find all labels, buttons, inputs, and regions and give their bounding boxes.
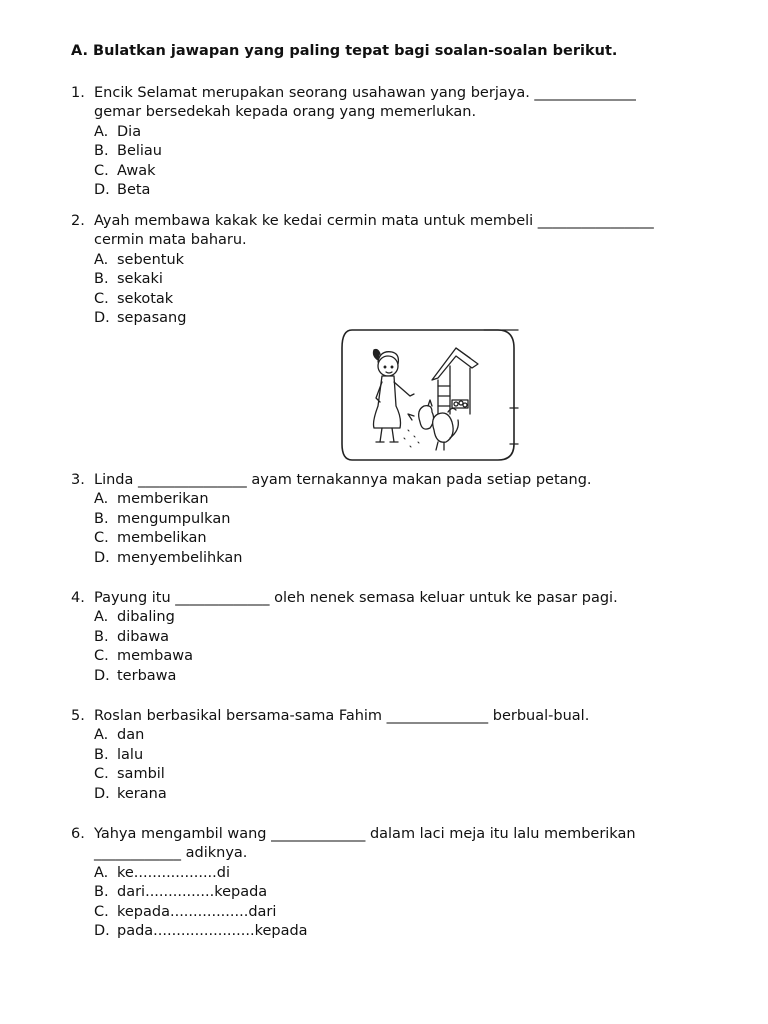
option-text: dan bbox=[117, 727, 145, 744]
option-letter: C. bbox=[94, 903, 109, 920]
option-letter: B. bbox=[94, 628, 109, 645]
option-d[interactable] bbox=[94, 785, 721, 804]
option-text: dibawa bbox=[117, 628, 170, 645]
options-list bbox=[94, 123, 721, 201]
options-list bbox=[94, 726, 721, 804]
option-a[interactable] bbox=[94, 490, 721, 509]
option-text: membawa bbox=[117, 648, 194, 665]
option-text: mengumpulkan bbox=[117, 510, 231, 527]
question-stem bbox=[71, 825, 721, 864]
option-letter: A. bbox=[94, 491, 109, 508]
option-text: kerana bbox=[117, 785, 167, 802]
option-c[interactable] bbox=[94, 529, 721, 548]
girl-icon bbox=[374, 350, 415, 443]
option-letter: A. bbox=[94, 864, 109, 881]
question-number: 4. bbox=[71, 590, 85, 606]
option-text: membelikan bbox=[117, 530, 207, 547]
options-list bbox=[94, 490, 721, 568]
option-letter: C. bbox=[94, 648, 109, 665]
question-text: Payung itu _____________ oleh nenek semasa keluar untuk ke pasar pagi. bbox=[94, 590, 618, 606]
question-stem bbox=[71, 212, 721, 251]
option-letter: B. bbox=[94, 884, 109, 901]
option-d[interactable] bbox=[94, 549, 721, 568]
section-title: A. Bulatkan jawapan yang paling tepat bagi soalan-soalan berikut. bbox=[71, 43, 618, 59]
option-letter: B. bbox=[94, 271, 109, 288]
option-c[interactable] bbox=[94, 647, 721, 666]
option-c[interactable] bbox=[94, 765, 721, 784]
option-a[interactable] bbox=[94, 864, 721, 883]
option-d[interactable] bbox=[94, 922, 721, 941]
question-text: Yahya mengambil wang _____________ dalam laci meja itu lalu memberikan ____________ adiknya. bbox=[94, 826, 636, 862]
question-text: Ayah membawa kakak ke kedai cermin mata untuk membeli ________________ cermin mata baharu. bbox=[94, 213, 654, 249]
option-text: pada......................kepada bbox=[117, 923, 308, 940]
option-text: sebentuk bbox=[117, 251, 185, 268]
option-letter: D. bbox=[94, 923, 110, 940]
options-list bbox=[94, 608, 721, 686]
option-letter: C. bbox=[94, 290, 109, 307]
option-c[interactable] bbox=[94, 162, 721, 181]
option-letter: D. bbox=[94, 182, 110, 199]
option-b[interactable] bbox=[94, 142, 721, 161]
option-a[interactable] bbox=[94, 123, 721, 142]
question-stem bbox=[71, 589, 721, 608]
option-letter: C. bbox=[94, 530, 109, 547]
option-a[interactable] bbox=[94, 726, 721, 745]
option-text: Beliau bbox=[117, 143, 163, 160]
option-text: kepada.................dari bbox=[117, 903, 277, 920]
question-text: Encik Selamat merupakan seorang usahawan yang berjaya. ______________ gemar bersedekah kepada orang yang memerlukan. bbox=[94, 85, 636, 121]
option-a[interactable] bbox=[94, 251, 721, 270]
option-text: dibaling bbox=[117, 609, 175, 626]
question-stem bbox=[71, 707, 721, 726]
option-a[interactable] bbox=[94, 608, 721, 627]
option-b[interactable] bbox=[94, 270, 721, 289]
option-text: lalu bbox=[117, 746, 144, 763]
chicken-coop-icon bbox=[432, 348, 478, 414]
question-3 bbox=[71, 471, 721, 568]
illustration-frame bbox=[342, 330, 514, 460]
option-d[interactable] bbox=[94, 667, 721, 686]
option-letter: D. bbox=[94, 785, 110, 802]
question-1 bbox=[71, 84, 721, 200]
option-c[interactable] bbox=[94, 290, 721, 309]
option-letter: B. bbox=[94, 510, 109, 527]
question-number: 5. bbox=[71, 708, 85, 724]
question-number: 6. bbox=[71, 826, 85, 842]
question-4 bbox=[71, 589, 721, 686]
option-letter: D. bbox=[94, 549, 110, 566]
options-list bbox=[94, 251, 721, 329]
question-text: Roslan berbasikal bersama-sama Fahim ______________ berbual-bual. bbox=[94, 708, 590, 724]
options-list bbox=[94, 864, 721, 942]
question-stem bbox=[71, 471, 721, 490]
option-letter: B. bbox=[94, 746, 109, 763]
question-5 bbox=[71, 707, 721, 804]
option-text: ke..................di bbox=[117, 864, 230, 881]
option-text: sepasang bbox=[117, 310, 187, 327]
option-text: Beta bbox=[117, 182, 151, 199]
option-b[interactable] bbox=[94, 510, 721, 529]
option-b[interactable] bbox=[94, 746, 721, 765]
question-6 bbox=[71, 825, 721, 941]
rooster-icon bbox=[433, 408, 459, 450]
option-text: sekaki bbox=[117, 271, 163, 288]
question-number: 3. bbox=[71, 472, 85, 488]
option-b[interactable] bbox=[94, 628, 721, 647]
chicken-icon bbox=[408, 400, 434, 429]
option-text: sambil bbox=[117, 766, 165, 783]
option-text: sekotak bbox=[117, 290, 174, 307]
option-letter: B. bbox=[94, 143, 109, 160]
option-letter: A. bbox=[94, 727, 109, 744]
option-letter: A. bbox=[94, 123, 109, 140]
question-number: 1. bbox=[71, 85, 85, 101]
question-2 bbox=[71, 212, 721, 328]
option-text: menyembelihkan bbox=[117, 549, 243, 566]
option-letter: C. bbox=[94, 162, 109, 179]
question-stem bbox=[71, 84, 721, 123]
option-d[interactable] bbox=[94, 181, 721, 200]
question-number: 2. bbox=[71, 213, 85, 229]
option-text: dari...............kepada bbox=[117, 884, 268, 901]
option-letter: D. bbox=[94, 310, 110, 327]
option-c[interactable] bbox=[94, 903, 721, 922]
option-text: terbawa bbox=[117, 667, 177, 684]
option-b[interactable] bbox=[94, 883, 721, 902]
option-text: Dia bbox=[117, 123, 142, 140]
option-letter: A. bbox=[94, 251, 109, 268]
option-text: memberikan bbox=[117, 491, 209, 508]
girl-feeding-chickens-illustration bbox=[338, 326, 522, 464]
option-letter: D. bbox=[94, 667, 110, 684]
option-letter: C. bbox=[94, 766, 109, 783]
question-text: Linda _______________ ayam ternakannya makan pada setiap petang. bbox=[94, 472, 592, 488]
option-text: Awak bbox=[117, 162, 156, 179]
option-letter: A. bbox=[94, 609, 109, 626]
feed-grains bbox=[404, 430, 419, 447]
